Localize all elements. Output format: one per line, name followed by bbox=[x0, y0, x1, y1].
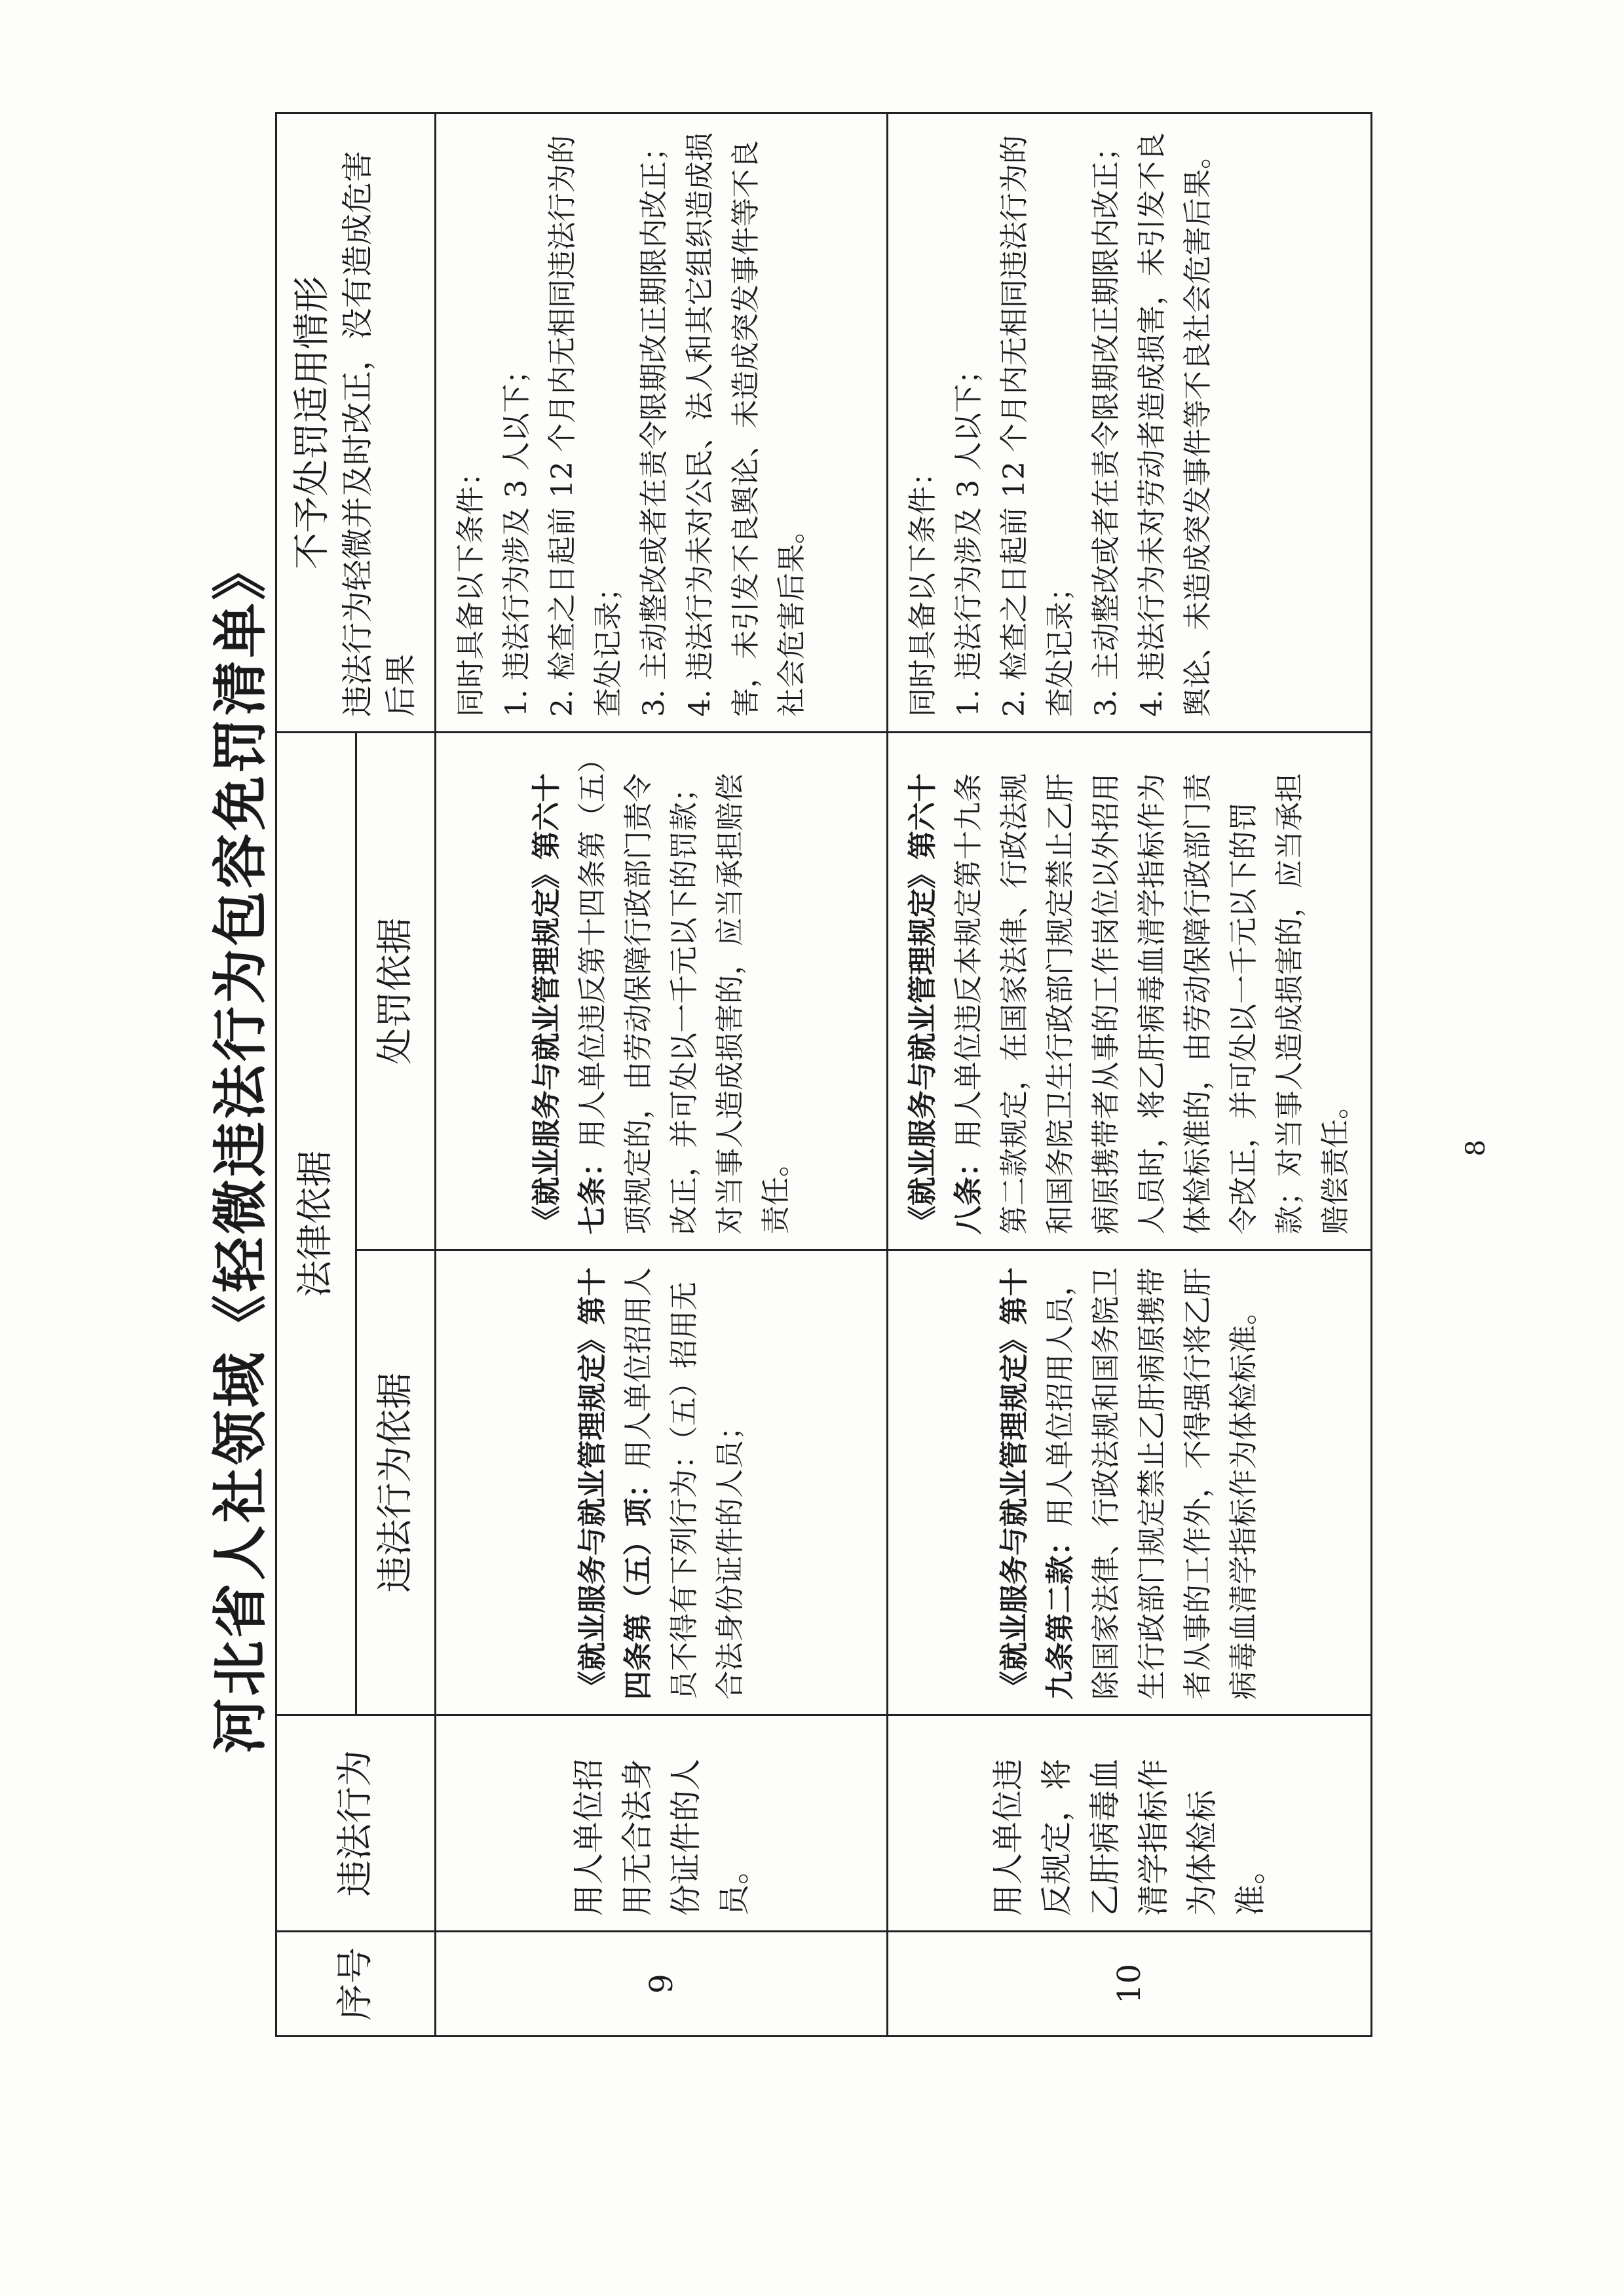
header-violation-basis: 违法行为依据 bbox=[356, 1250, 436, 1715]
row-penalty-basis bbox=[888, 733, 1372, 1250]
row-exemption-conditions bbox=[436, 113, 888, 733]
page-title: 河北省人社领域《轻微违法行为包容免罚清单》 bbox=[208, 543, 273, 1754]
header-serial: 序号 bbox=[276, 1932, 436, 2037]
condition-item: 2. 检查之日起前 12 个月内无相同违法行为的查处记录； bbox=[998, 135, 1077, 717]
header-penalty-basis: 处罚依据 bbox=[356, 733, 436, 1250]
basis-text: 用人单位招用人员不得有下列行为：（五）招用无合法身份证件的人员； bbox=[621, 1267, 747, 1700]
header-legal-basis: 法律依据 bbox=[276, 733, 356, 1715]
header-exemption bbox=[276, 113, 436, 733]
condition-item: 3. 主动整改或者在责令限期改正期限内改正； bbox=[1089, 132, 1123, 717]
header-exemption-sub: 违法行为轻微并及时改正，没有造成危害后果 bbox=[339, 150, 419, 717]
header-exemption-main: 不予处罚适用情形 bbox=[291, 276, 333, 569]
table-header-row-1 bbox=[276, 113, 356, 2037]
basis-text: 用人单位招用人员，除国家法律、行政法规和国务院卫生行政部门规定禁止乙肝病原携带者从事的工作外，不得强行将乙肝病毒血清学指标作为体检标准。 bbox=[1044, 1267, 1260, 1700]
row-violation: 用人单位招用无合法身份证件的人员。 bbox=[436, 1715, 888, 1932]
condition-item: 3. 主动整改或者在责令限期改正期限内改正； bbox=[637, 132, 671, 717]
header-violation: 违法行为 bbox=[276, 1715, 436, 1932]
condition-item: 1. 违法行为涉及 3 人以下； bbox=[500, 355, 533, 717]
condition-intro: 同时具备以下条件： bbox=[454, 457, 487, 717]
page-number: 8 bbox=[1461, 1139, 1491, 1157]
basis-citation: 《就业服务与就业管理规定》第十九条第二款： bbox=[998, 1267, 1077, 1700]
condition-item: 4. 违法行为未对劳动者造成损害，未引发不良舆论、未造成突发事件等不良社会危害后果。 bbox=[1135, 132, 1215, 717]
row-violation-basis bbox=[436, 1250, 888, 1715]
penalty-citation: 《就业服务与就业管理规定》第六十八条： bbox=[906, 773, 985, 1234]
row-exemption-conditions bbox=[888, 113, 1372, 733]
row-penalty-basis bbox=[436, 733, 888, 1250]
row-violation: 用人单位违反规定，将乙肝病毒血清学指标作为体检标准。 bbox=[888, 1715, 1372, 1932]
penalty-citation: 《就业服务与就业管理规定》第六十七条： bbox=[529, 773, 609, 1234]
condition-item: 2. 检查之日起前 12 个月内无相同违法行为的查处记录； bbox=[546, 135, 625, 717]
table-row bbox=[436, 113, 888, 2037]
row-serial: 10 bbox=[888, 1932, 1372, 2037]
penalty-text: 用人单位违反第十四条第（五）项规定的，由劳动保障行政部门责令改正，并可处以一千元以下的罚款；对当事人造成损害的，应当承担赔偿责任。 bbox=[575, 759, 793, 1234]
condition-item: 4. 违法行为未对公民、法人和其它组织造成损害，未引发不良舆论、未造成突发事件等不良社会危害后果。 bbox=[683, 132, 808, 717]
condition-intro: 同时具备以下条件： bbox=[906, 457, 939, 717]
table-row bbox=[888, 113, 1372, 2037]
row-serial: 9 bbox=[436, 1932, 888, 2037]
row-violation-basis bbox=[888, 1250, 1372, 1715]
penalty-text: 用人单位违反本规定第十九条第二款规定，在国家法律、行政法规和国务院卫生行政部门规定禁止乙肝病原携带者从事的工作岗位以外招用人员时，将乙肝病毒血清学指标作为体检标准的，由劳动保障行政部门责令改正，并可处以一千元以下的罚款；对当事人造成损害的，应当承担赔偿责任。 bbox=[952, 773, 1352, 1234]
basis-citation: 《就业服务与就业管理规定》第十四条第（五）项： bbox=[575, 1267, 655, 1700]
exemption-list-table bbox=[275, 112, 1372, 2037]
condition-item: 1. 违法行为涉及 3 人以下； bbox=[952, 355, 985, 717]
